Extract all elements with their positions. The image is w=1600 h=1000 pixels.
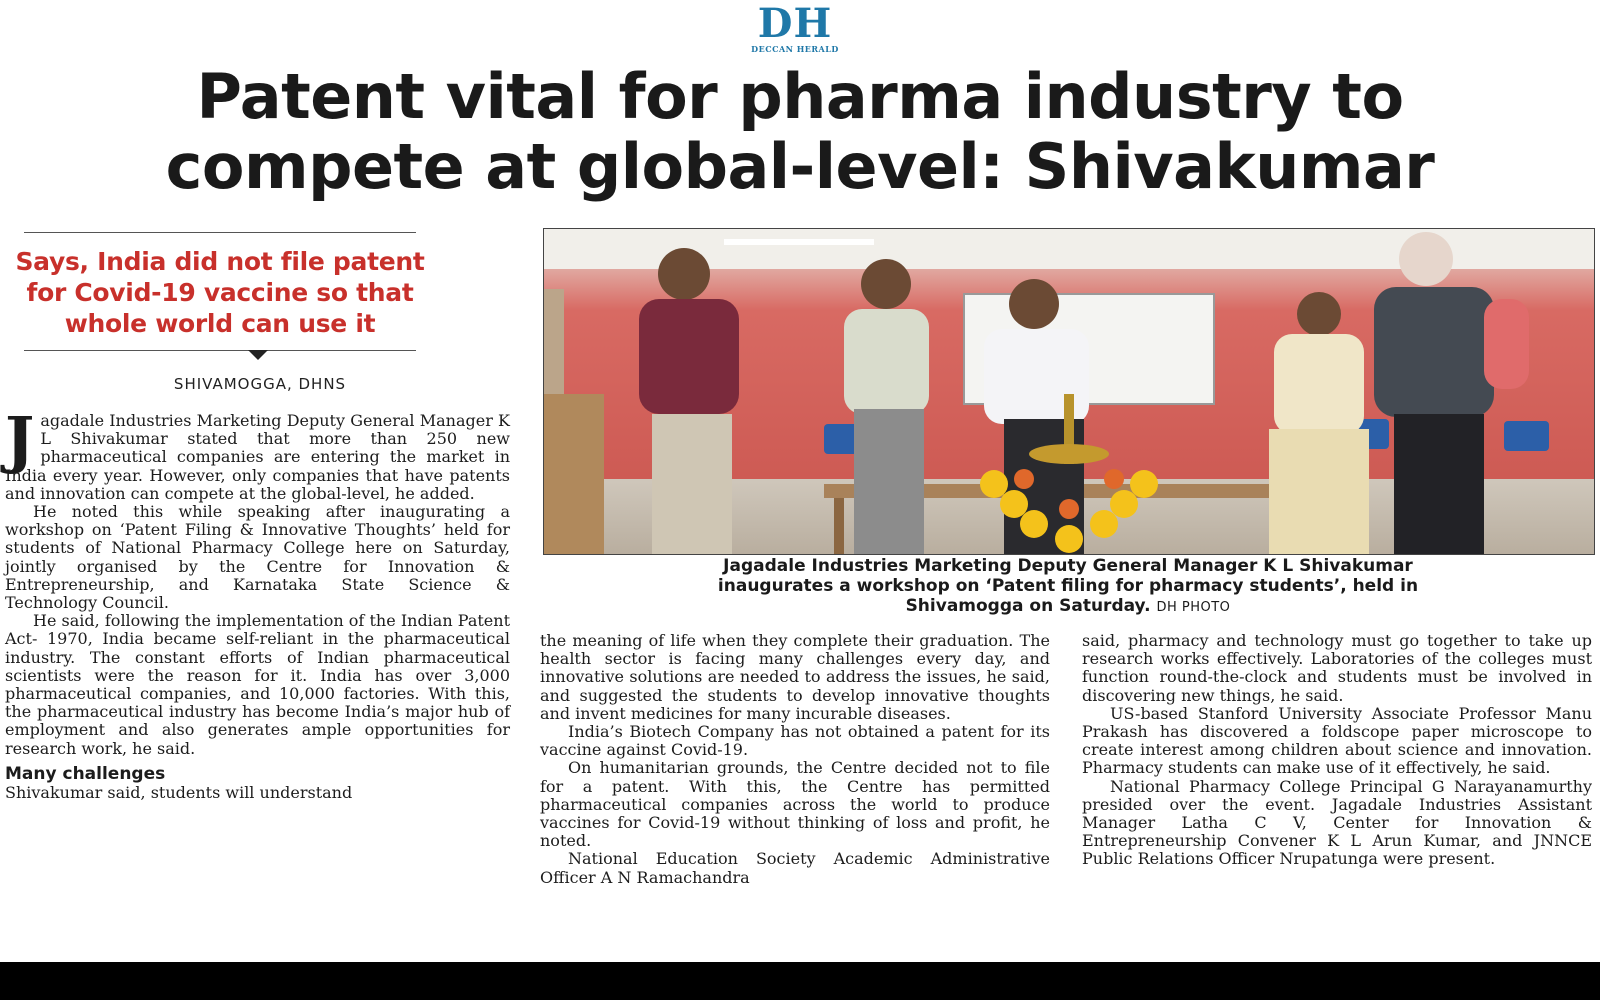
deck-line-2: for Covid-19 vaccine so that xyxy=(26,278,414,307)
article-paragraph-9: said, pharmacy and technology must go together to take up research works effectively. Laboratories of the colleges must function round-the-clock and students must be involved in discovering new things, he said. xyxy=(1082,631,1592,705)
article-column-2 xyxy=(540,632,1050,887)
deck-top-rule xyxy=(24,232,416,233)
caption-line-1: Jagadale Industries Marketing Deputy General Manager K L Shivakumar xyxy=(723,556,1413,576)
article-paragraph-2: He noted this while speaking after inaugurating a workshop on ‘Patent Filing & Innovative Thoughts’ held for students of National Pharmacy College here on Saturday, jointly organised by the Centre for Innovation & Entrepreneurship, and Karnataka State Science & Technology Council. xyxy=(5,502,510,613)
photo-caption xyxy=(548,556,1588,618)
article-paragraph-11: National Pharmacy College Principal G Narayanamurthy presided over the event. Jagadale Industries Assistant Manager Latha C V, Center for Innovation & Entrepreneurship Convener K L Arun Kumar, and JNNCE Public Relations Officer Nrupatunga were present. xyxy=(1082,776,1592,869)
article-paragraph-3: He said, following the implementation of the Indian Patent Act- 1970, India became self-reliant in the pharmaceutical industry. The constant efforts of Indian pharmaceutical scientists were the reason for it. India has over 3,000 pharmaceutical companies, and 10,000 factories. With this, the pharmaceutical industry has become India’s major hub of employment and also generates ample opportunities for research work, he said. xyxy=(5,611,510,758)
article-paragraph-4: Shivakumar said, students will understand xyxy=(5,782,353,802)
deck-line-1: Says, India did not file patent xyxy=(15,247,425,276)
dh-logo: DH xyxy=(757,0,833,47)
caption-line-3 xyxy=(548,596,1588,618)
article-paragraph-6: India’s Biotech Company has not obtained a patent for its vaccine against Covid-19. xyxy=(540,722,1050,760)
article-paragraph-10: US-based Stanford University Associate Professor Manu Prakash has discovered a foldscope paper microscope to create interest among children about science and innovation. Pharmacy students can make use of it effectively, he said. xyxy=(1082,703,1592,778)
masthead-name: DECCAN HERALD xyxy=(751,44,839,54)
deck-bottom-rule xyxy=(24,350,416,351)
subhead-many-challenges: Many challenges xyxy=(5,763,166,784)
deck xyxy=(10,246,430,339)
article-paragraph-7: On humanitarian grounds, the Centre decided not to file for a patent. With this, the Centre has permitted pharmaceutical companies across the world to produce vaccines for Covid-19 without thinking of loss and profit, he noted. xyxy=(540,758,1050,851)
article-paragraph-1 xyxy=(5,403,510,503)
photo-credit: DH PHOTO xyxy=(1156,600,1231,615)
headline xyxy=(10,62,1590,202)
article-paragraph-5: the meaning of life when they complete their graduation. The health sector is facing many challenges every day, and innovative solutions are needed to address the issues, he said, and suggested the students to develop innovative thoughts and invent medicines for many incurable diseases. xyxy=(540,631,1050,723)
article-column-3 xyxy=(1082,632,1592,869)
caption-line-3-text: Shivamogga on Saturday. xyxy=(905,596,1151,616)
headline-line-2: compete at global-level: Shivakumar xyxy=(165,130,1435,203)
dateline: SHIVAMOGGA, DHNS xyxy=(173,375,347,393)
deck-line-3: whole world can use it xyxy=(64,309,376,338)
headline-line-1: Patent vital for pharma industry to xyxy=(196,60,1404,133)
masthead xyxy=(735,0,855,54)
event-photo xyxy=(543,228,1595,555)
article-column-1 xyxy=(5,403,510,802)
caption-line-2: inaugurates a workshop on ‘Patent filing for pharmacy students’, held in xyxy=(717,576,1419,596)
article-paragraph-8: National Education Society Academic Administrative Officer A N Ramachandra xyxy=(540,849,1050,887)
down-arrow-icon xyxy=(248,350,268,360)
lamp-lighting-photo xyxy=(544,229,1594,554)
drop-cap: J xyxy=(5,403,35,476)
paragraph-1-text: agadale Industries Marketing Deputy General Manager K L Shivakumar stated that more than 250 new pharmaceutical companies are entering the market in India every year. However, only companies that have patents and innovation can compete at the global-level, he added. xyxy=(5,411,510,503)
bottom-black-bar xyxy=(0,962,1600,1000)
